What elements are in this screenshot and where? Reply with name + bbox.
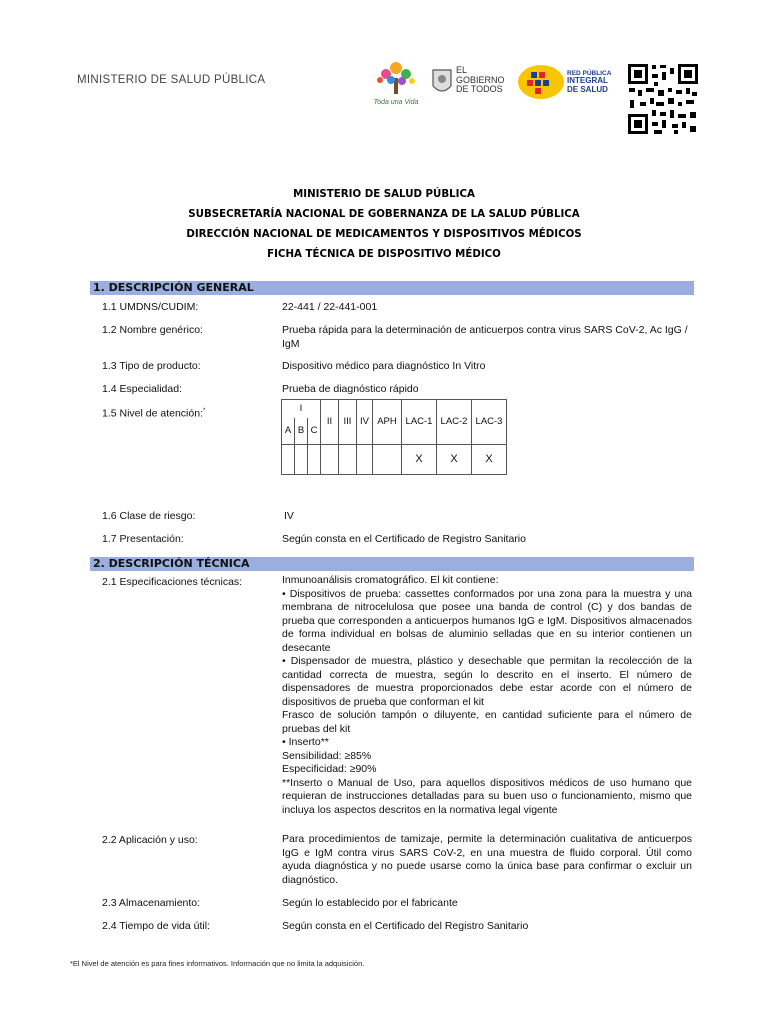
section-2-header: 2. DESCRIPCIÓN TÉCNICA [90, 557, 694, 571]
spec-line-3: • Dispensador de muestra, plástico y desechable que permitan la recolección de la cantidad correcta de muestra, según lo descrito en el inserto. El número de dispensadores de muestra proporcionados debe estar acorde con el número de dispositivos de prueba que conforman el kit [282, 655, 692, 708]
section-1-header: 1. DESCRIPCIÓN GENERAL [90, 281, 694, 295]
presentacion-value: Según consta en el Certificado de Registro Sanitario [282, 533, 526, 545]
spec-line-2: • Dispositivos de prueba: cassettes conformados por una zona para la muestra y una membrana de nitrocelulosa que posee una banda de control (C) y dos bandas de prueba que corresponden a anticuerpos humanos IgG e IgM. Dispositivos almacenados de forma individual en bolsas de aluminio selladas que en su interior contienen un desecante [282, 587, 692, 654]
nombre-value: Prueba rápida para la determinación de anticuerpos contra virus SARS CoV-2, Ac IgG / IgM [282, 324, 688, 350]
nivel-col-IV: IV [357, 400, 373, 445]
ministry-header-text: MINISTERIO DE SALUD PÚBLICA [77, 74, 266, 86]
red-line-3: DE SALUD [567, 84, 608, 94]
nivel-mark-LAC-2: X [437, 444, 472, 474]
nivel-col-APH: APH [373, 400, 402, 445]
nivel-mark-IV [357, 444, 373, 474]
toda-una-vida-text: Toda una Vida [373, 99, 419, 106]
footnote: *El Nivel de atención es para fines informativos. Información que no limita la adquisición. [70, 959, 365, 968]
nivel-sub-A: A [282, 418, 295, 445]
nivel-col-LAC-1: LAC-1 [402, 400, 437, 445]
gobierno-line-3: DE TODOS [456, 84, 503, 94]
nivel-atencion-table [281, 399, 507, 475]
nivel-mark-II [321, 444, 339, 474]
almacen-value: Según lo establecido por el fabricante [282, 897, 458, 909]
clase-value: IV [284, 510, 294, 522]
red-salud-icon [517, 64, 565, 100]
aplicacion-label: 2.2 Aplicación y uso: [102, 834, 198, 846]
nivel-mark-B [295, 444, 308, 474]
nivel-mark-APH [373, 444, 402, 474]
nombre-label: 1.2 Nombre genérico: [102, 324, 203, 336]
vida-value: Según consta en el Certificado del Registro Sanitario [282, 920, 529, 932]
umdns-value: 22-441 / 22-441-001 [282, 301, 378, 313]
qr-code [626, 62, 700, 136]
gobierno-logo [430, 66, 512, 100]
nivel-mark-III [339, 444, 357, 474]
nivel-sub-B: B [295, 418, 308, 445]
spec-value [282, 574, 692, 817]
vida-label: 2.4 Tiempo de vida útil: [102, 920, 210, 932]
document-titles [0, 184, 768, 264]
spec-line-6: Sensibilidad: ≥85% [282, 749, 372, 762]
tipo-label: 1.3 Tipo de producto: [102, 360, 201, 372]
nivel-col-LAC-3: LAC-3 [472, 400, 507, 445]
spec-line-1: Inmunoanálisis cromatográfico. El kit contiene: [282, 574, 499, 586]
spec-line-5: • Inserto** [282, 736, 329, 748]
nivel-mark-A [282, 444, 295, 474]
toda-una-vida-logo [372, 60, 420, 106]
spec-line-7: Especificidad: ≥90% [282, 763, 377, 775]
nivel-mark: * [202, 408, 206, 414]
spec-line-8: **Inserto o Manual de Uso, para aquellos dispositivos médicos de uso humano que requieran de instrucciones detalladas para su buen uso o funcionamiento, mismo que incluya los aspectos descritos en la normativa legal vigente [282, 776, 692, 816]
especialidad-value: Prueba de diagnóstico rápido [282, 383, 419, 395]
red-line-1: RED PÚBLICA [567, 70, 612, 77]
nivel-mark-C [308, 444, 321, 474]
red-publica-logo [517, 64, 617, 100]
presentacion-label: 1.7 Presentación: [102, 533, 184, 545]
umdns-label: 1.1 UMDNS/CUDIM: [102, 301, 199, 313]
gobierno-line-2: GOBIERNO [456, 74, 505, 85]
nivel-col-II: II [321, 400, 339, 445]
gobierno-line-1: EL [456, 65, 468, 75]
aplicacion-value: Para procedimientos de tamizaje, permite la determinación cualitativa de anticuerpos IgG e IgM contra virus SARS CoV-2, en una muestra de fluido corporal. Útil como ayuda diagnóstica y no puede usarse como la única base para confirmar o excluir un diagnóstico. [282, 833, 692, 886]
nivel-col-III: III [339, 400, 357, 445]
clase-label: 1.6 Clase de riesgo: [102, 510, 196, 522]
nivel-label [102, 405, 205, 421]
nivel-group-I: I [282, 400, 321, 418]
nivel-sub-C: C [308, 418, 321, 445]
spec-label: 2.1 Especificaciones técnicas: [102, 576, 243, 588]
red-line-2: INTEGRAL [567, 76, 608, 85]
ecuador-shield-icon [430, 66, 454, 98]
nivel-mark-LAC-1: X [402, 444, 437, 474]
title-line-4: FICHA TÉCNICA DE DISPOSITIVO MÉDICO [267, 247, 501, 260]
nivel-mark-LAC-3: X [472, 444, 507, 474]
title-line-2: SUBSECRETARÍA NACIONAL DE GOBERNANZA DE LA SALUD PÚBLICA [188, 207, 580, 220]
nivel-label-text: 1.5 Nivel de atención: [102, 407, 203, 420]
tipo-value: Dispositivo médico para diagnóstico In Vitro [282, 360, 486, 372]
especialidad-label: 1.4 Especialidad: [102, 383, 182, 395]
title-line-1: MINISTERIO DE SALUD PÚBLICA [293, 187, 475, 200]
almacen-label: 2.3 Almacenamiento: [102, 897, 201, 909]
title-line-3: DIRECCIÓN NACIONAL DE MEDICAMENTOS Y DISPOSITIVOS MÉDICOS [186, 227, 582, 240]
nivel-col-LAC-2: LAC-2 [437, 400, 472, 445]
spec-line-4: Frasco de solución tampón o diluyente, en cantidad suficiente para el número de pruebas del kit [282, 709, 692, 735]
